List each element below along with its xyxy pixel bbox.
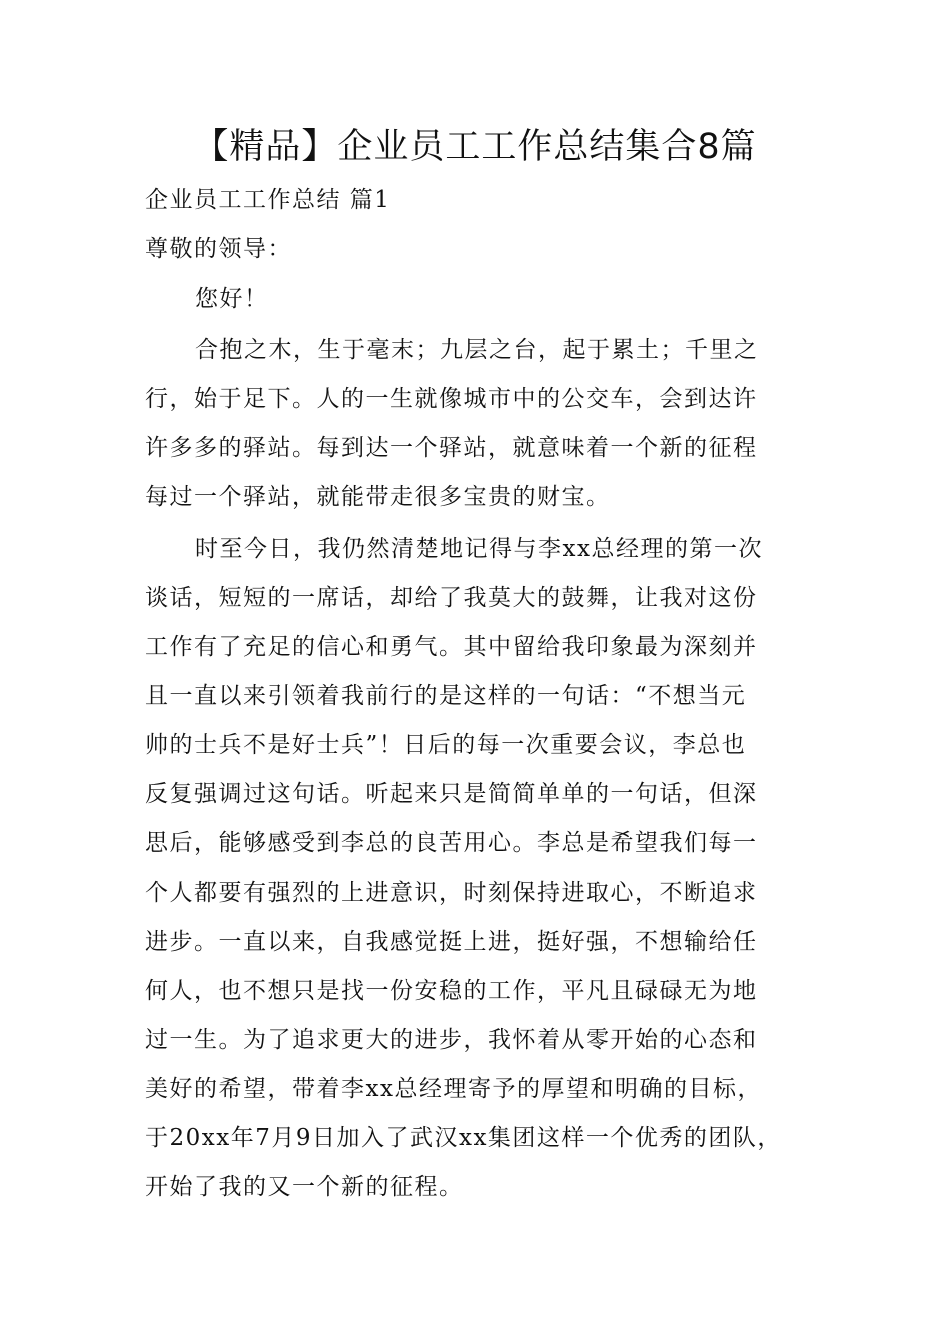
- paragraph1-line: 行，始于足下。人的一生就像城市中的公交车，会到达许: [145, 386, 758, 412]
- paragraph2-line: 思后，能够感受到李总的良苦用心。李总是希望我们每一: [145, 830, 758, 856]
- paragraph2-line: 于20xx年7月9日加入了武汉xx集团这样一个优秀的团队，: [145, 1125, 782, 1151]
- paragraph1-line: 每过一个驿站，就能带走很多宝贵的财宝。: [145, 484, 611, 510]
- paragraph2-line: 帅的士兵不是好士兵”！日后的每一次重要会议，李总也: [145, 732, 747, 758]
- paragraph2-line: 时至今日，我仍然清楚地记得与李xx总经理的第一次: [195, 536, 763, 562]
- paragraph2-line: 且一直以来引领着我前行的是这样的一句话：“不想当元: [145, 683, 747, 709]
- paragraph1-line: 许多多的驿站。每到达一个驿站，就意味着一个新的征程: [145, 435, 758, 461]
- paragraph2-line: 何人，也不想只是找一份安稳的工作，平凡且碌碌无为地: [145, 978, 758, 1004]
- salutation: 尊敬的领导：: [145, 236, 292, 262]
- paragraph2-line: 反复强调过这句话。听起来只是简简单单的一句话，但深: [145, 781, 758, 807]
- paragraph2-line: 过一生。为了追求更大的进步，我怀着从零开始的心态和: [145, 1027, 758, 1053]
- section-heading: 企业员工工作总结 篇1: [145, 187, 391, 213]
- paragraph2-line: 工作有了充足的信心和勇气。其中留给我印象最为深刻并: [145, 634, 758, 660]
- paragraph2-line: 进步。一直以来，自我感觉挺上进，挺好强，不想输给任: [145, 929, 758, 955]
- paragraph2-line: 美好的希望，带着李xx总经理寄予的厚望和明确的目标，: [145, 1076, 762, 1102]
- greeting: 您好！: [195, 286, 269, 312]
- paragraph2-line: 开始了我的又一个新的征程。: [145, 1174, 464, 1200]
- document-title: 【精品】企业员工工作总结集合8篇: [193, 127, 757, 167]
- paragraph2-line: 个人都要有强烈的上进意识，时刻保持进取心，不断追求: [145, 880, 758, 906]
- paragraph2-line: 谈话，短短的一席话，却给了我莫大的鼓舞，让我对这份: [145, 585, 758, 611]
- paragraph1-line: 合抱之木，生于毫末；九层之台，起于累土；千里之: [195, 337, 759, 363]
